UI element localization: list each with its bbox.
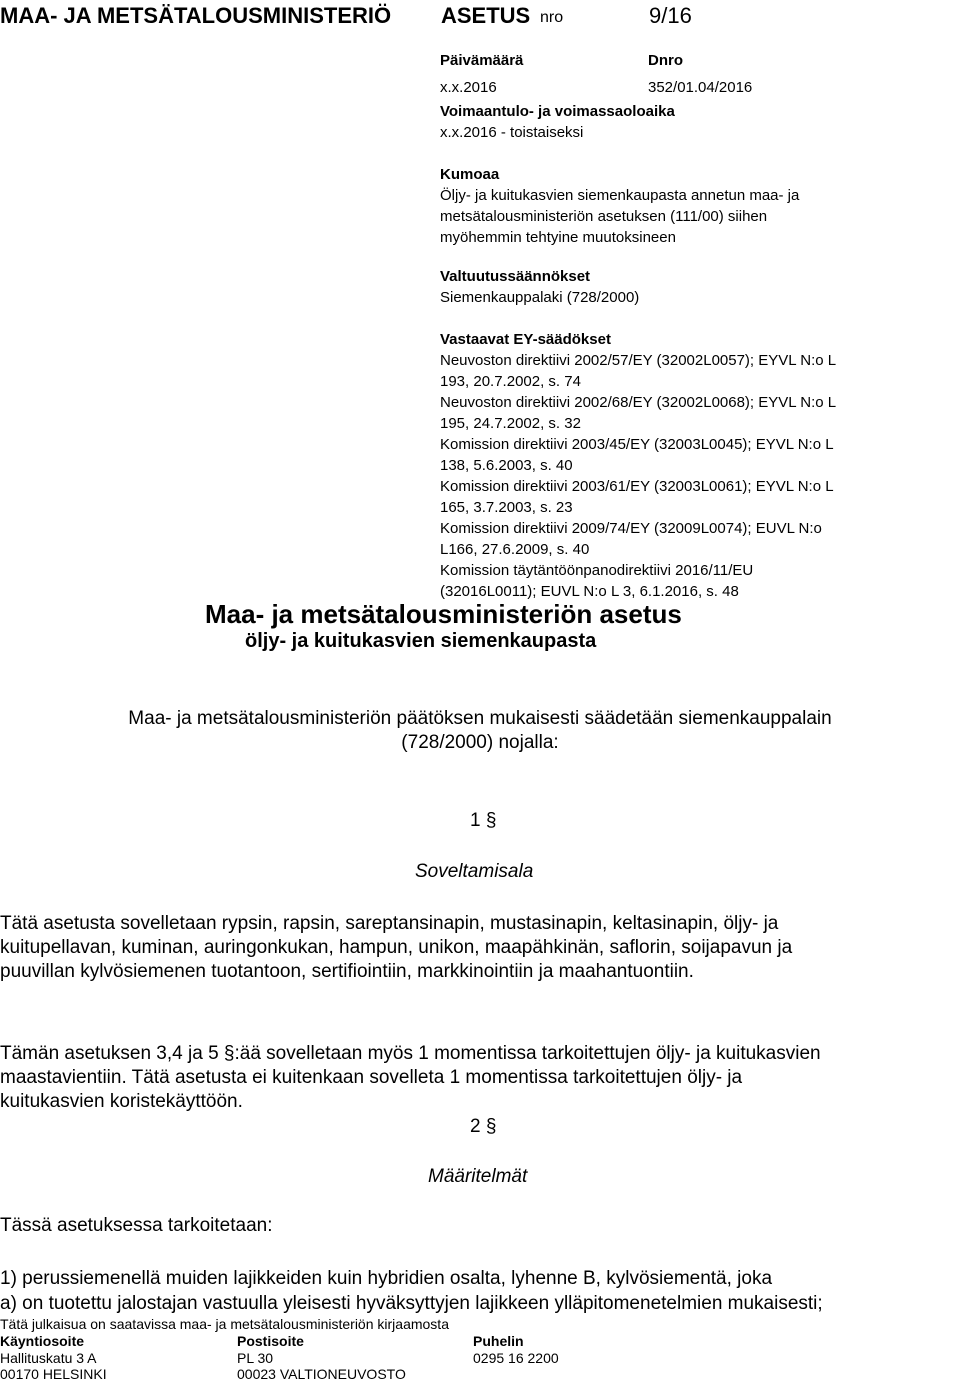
footer-visit-line: 00170 HELSINKI	[0, 1366, 107, 1382]
eu-act-line: L166, 27.6.2009, s. 40	[440, 541, 590, 558]
section-1-para-2-line: Tämän asetuksen 3,4 ja 5 §:ää sovelletaan myös 1 momentissa tarkoitettujen öljy- ja kuitukasvien	[0, 1043, 821, 1064]
date-label: Päivämäärä	[440, 52, 524, 69]
eu-act-line: Komission direktiivi 2003/45/EY (32003L0045); EYVL N:o L	[440, 436, 834, 453]
eu-act-line: 165, 3.7.2003, s. 23	[440, 499, 573, 516]
section-2-heading: Määritelmät	[428, 1166, 528, 1187]
eu-acts-block	[440, 329, 940, 602]
repeals-line: myöhemmin tehtyine muutoksineen	[440, 229, 676, 246]
ministry-name: MAA- JA METSÄTALOUSMINISTERIÖ	[0, 3, 392, 28]
dnro-label: Dnro	[648, 52, 683, 69]
footer-post-label: Postisoite	[237, 1333, 304, 1349]
footer-note: Tätä julkaisua on saatavissa maa- ja metsätalousministeriön kirjaamosta	[0, 1316, 449, 1332]
repeals-block	[440, 164, 940, 248]
document-title: Maa- ja metsätalousministeriön asetus	[205, 599, 682, 629]
preamble-line: Maa- ja metsätalousministeriön päätöksen mukaisesti säädetään siemenkauppalain	[128, 708, 832, 729]
validity-block	[440, 101, 940, 143]
section-1-para-1-line: kuitupellavan, kuminan, auringonkukan, hampun, unikon, maapähkinän, saflorin, soijapavun ja	[0, 937, 793, 958]
repeals-line: Öljy- ja kuitukasvien siemenkaupasta annetun maa- ja	[440, 187, 800, 204]
authority-block	[440, 266, 940, 308]
eu-act-line: 193, 20.7.2002, s. 74	[440, 373, 581, 390]
number-label: nro	[540, 9, 564, 26]
footer-phone-label: Puhelin	[473, 1333, 524, 1349]
section-1-heading: Soveltamisala	[415, 861, 534, 882]
footer-post-line: 00023 VALTIONEUVOSTO	[237, 1366, 406, 1382]
eu-act-line: 195, 24.7.2002, s. 32	[440, 415, 581, 432]
document-subtitle: öljy- ja kuitukasvien siemenkaupasta	[245, 630, 597, 652]
section-1-para-2-line: maastavientiin. Tätä asetusta ei kuitenkaan sovelleta 1 momentissa tarkoitettujen öljy- ja	[0, 1067, 743, 1088]
eu-act-line: Komission direktiivi 2009/74/EY (32009L0074); EUVL N:o	[440, 520, 822, 537]
footer-post-line: PL 30	[237, 1350, 274, 1366]
footer-phone-value: 0295 16 2200	[473, 1350, 559, 1366]
dnro-value: 352/01.04/2016	[648, 79, 753, 96]
eu-act-line: (32016L0011); EUVL N:o L 3, 6.1.2016, s. 48	[440, 583, 739, 600]
eu-act-line: Komission direktiivi 2003/61/EY (32003L0061); EYVL N:o L	[440, 478, 834, 495]
document-type: ASETUS	[441, 3, 531, 28]
section-2-number: 2 §	[470, 1116, 497, 1137]
authority-label: Valtuutussäännökset	[440, 268, 591, 285]
eu-acts-label: Vastaavat EY-säädökset	[440, 331, 611, 348]
definition-line: a) on tuotettu jalostajan vastuulla yleisesti hyväksyttyjen lajikkeen ylläpitomenetelmien mukaisesti;	[0, 1293, 823, 1314]
repeals-label: Kumoaa	[440, 166, 500, 183]
eu-act-line: Neuvoston direktiivi 2002/68/EY (32002L0068); EYVL N:o L	[440, 394, 837, 411]
section-2-intro: Tässä asetuksessa tarkoitetaan:	[0, 1215, 273, 1236]
date-value: x.x.2016	[440, 79, 497, 96]
eu-act-line: Neuvoston direktiivi 2002/57/EY (32002L0057); EYVL N:o L	[440, 352, 837, 369]
section-1-para-1-line: Tätä asetusta sovelletaan rypsin, rapsin, sareptansinapin, mustasinapin, keltasinapin, öljy- ja	[0, 913, 779, 934]
definition-line: 1) perussiemenellä muiden lajikkeiden kuin hybridien osalta, lyhenne B, kylvösiementä, joka	[0, 1268, 773, 1289]
validity-value: x.x.2016 - toistaiseksi	[440, 124, 584, 141]
section-1-para-1-line: puuvillan kylvösiemenen tuotantoon, sertifiointiin, markkinointiin ja maahantuontiin.	[0, 961, 694, 982]
eu-act-line: 138, 5.6.2003, s. 40	[440, 457, 573, 474]
preamble-line: (728/2000) nojalla:	[401, 732, 559, 753]
document-number: 9/16	[649, 3, 692, 28]
eu-act-line: Komission täytäntöönpanodirektiivi 2016/11/EU	[440, 562, 754, 579]
footer-visit-line: Hallituskatu 3 A	[0, 1350, 97, 1366]
footer-visit-label: Käyntiosoite	[0, 1333, 85, 1349]
section-1-number: 1 §	[470, 810, 497, 831]
validity-label: Voimaantulo- ja voimassaoloaika	[440, 103, 675, 120]
section-1-para-2-line: kuitukasvien koristekäyttöön.	[0, 1091, 243, 1112]
repeals-line: metsätalousministeriön asetuksen (111/00) siihen	[440, 208, 768, 225]
authority-value: Siemenkauppalaki (728/2000)	[440, 289, 640, 306]
